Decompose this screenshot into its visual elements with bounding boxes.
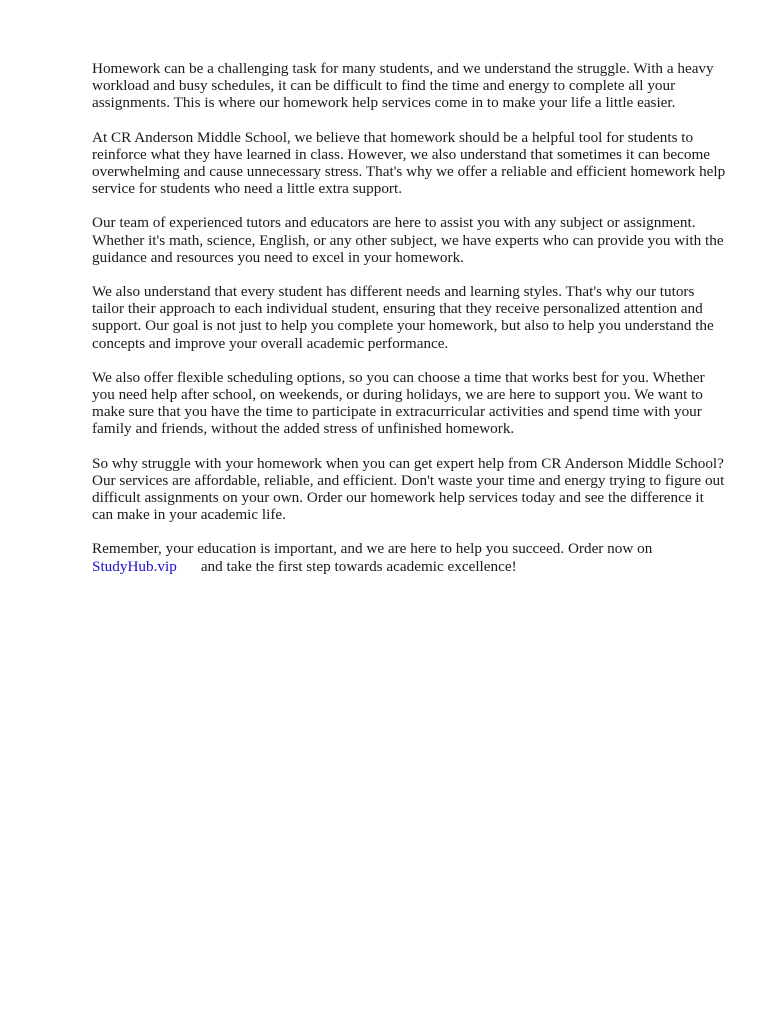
paragraph-school-belief: At CR Anderson Middle School, we believe that homework should be a helpful tool for students to reinforce what they have learned in class. However, we also understand that sometimes it can become overwhelming and cause unnecessary stress. That's why we offer a reliable and efficient homework help service for students who need a little extra support. [92,128,726,198]
paragraph-learning-styles: We also understand that every student has different needs and learning styles. That's why our tutors tailor their approach to each individual student, ensuring that they receive personalized attention and support. Our goal is not just to help you complete your homework, but also to help you understand the concepts and improve your overall academic performance. [92,283,714,352]
studyhub-link[interactable]: StudyHub.vip [92,557,177,575]
document-body [92,60,726,592]
paragraph-closing [92,540,726,574]
closing-text-after: and take the first step towards academic excellence! [200,557,517,575]
paragraph-scheduling: We also offer flexible scheduling options, so you can choose a time that works best for you. Whether you need help after school, on weekends, or during holidays, we are here to support you. We want to make sure that you have the time to participate in extracurricular activities and spend time with your family and friends, without the added stress of unfinished homework. [92,368,705,438]
paragraph-intro: Homework can be a challenging task for many students, and we understand the struggle. With a heavy workload and busy schedules, it can be difficult to find the time and energy to complete all your assignments. This is where our homework help services come in to make your life a little easier. [92,60,714,112]
closing-text-before: Remember, your education is important, and we are here to help you succeed. Order now on [92,540,653,558]
paragraph-why-struggle: So why struggle with your homework when you can get expert help from CR Anderson Middle School? Our services are affordable, reliable, and efficient. Don't waste your time and energy trying to figure out difficult assignments on your own. Order our homework help services today and see the difference it can make in your academic life. [92,454,725,524]
paragraph-tutors: Our team of experienced tutors and educators are here to assist you with any subject or assignment. Whether it's math, science, English, or any other subject, we have experts who can provide you with the guidance and resources you need to excel in your homework. [92,214,724,266]
